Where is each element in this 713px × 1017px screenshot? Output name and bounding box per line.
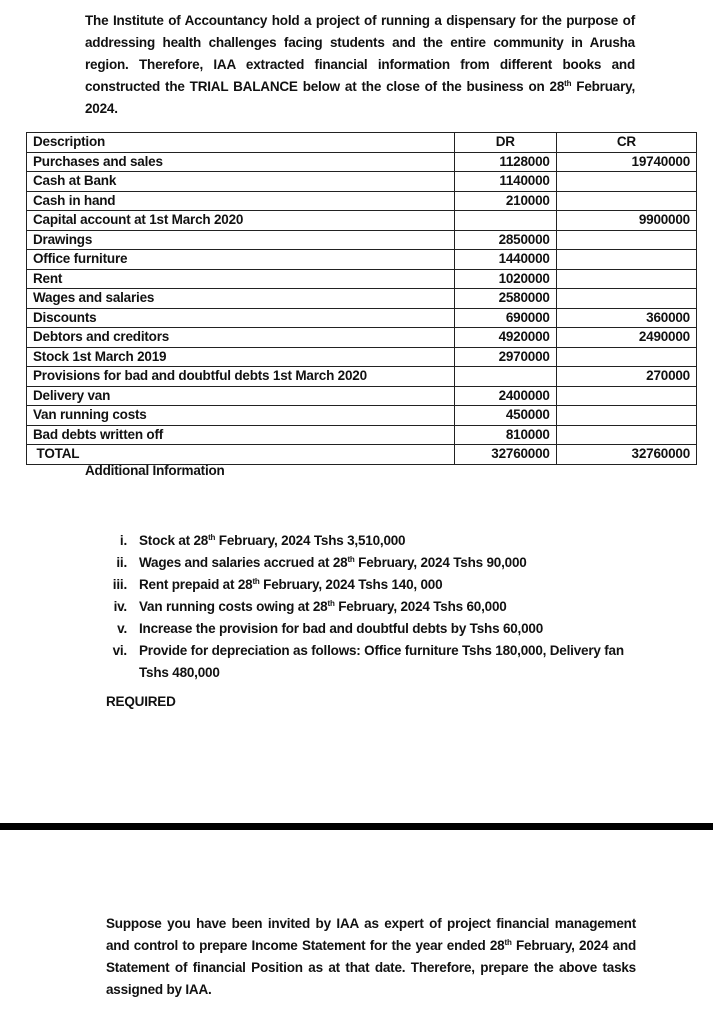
total-row (27, 445, 697, 465)
row-cr: 360000 (556, 308, 696, 328)
row-cr: 2490000 (556, 328, 696, 348)
row-dr (454, 367, 556, 387)
item-text-tail: February, 2024 Tshs 140, 000 (259, 577, 443, 592)
item-text-tail: February, 2024 Tshs 90,000 (354, 555, 527, 570)
item-text: Wages and salaries accrued at 28 (139, 555, 348, 570)
item-superscript: th (327, 599, 335, 608)
additional-notes-list (85, 530, 645, 684)
item-number: i. (119, 533, 127, 548)
row-description: Discounts (27, 308, 455, 328)
row-description: Purchases and sales (27, 152, 455, 172)
item-number: v. (117, 621, 127, 636)
list-item (85, 530, 645, 552)
list-item (85, 640, 645, 684)
row-description: Cash in hand (27, 191, 455, 211)
row-description: Bad debts written off (27, 425, 455, 445)
row-cr (556, 269, 696, 289)
table-row (27, 386, 697, 406)
required-label: REQUIRED (106, 694, 176, 709)
row-dr (454, 211, 556, 231)
row-cr (556, 172, 696, 192)
row-description: Van running costs (27, 406, 455, 426)
row-dr: 810000 (454, 425, 556, 445)
row-dr: 210000 (454, 191, 556, 211)
intro-text-2: February, 2024. (85, 79, 635, 116)
row-dr: 690000 (454, 308, 556, 328)
header-cr: CR (556, 133, 696, 153)
row-dr: 1440000 (454, 250, 556, 270)
table-row (27, 250, 697, 270)
item-text-tail: February, 2024 Tshs 60,000 (334, 599, 507, 614)
table-row (27, 406, 697, 426)
item-superscript: th (347, 555, 355, 564)
row-cr (556, 250, 696, 270)
item-superscript: th (252, 577, 260, 586)
item-text-tail: February, 2024 Tshs 3,510,000 (215, 533, 406, 548)
row-description: Capital account at 1st March 2020 (27, 211, 455, 231)
item-text: Increase the provision for bad and doubtful debts by Tshs 60,000 (139, 621, 544, 636)
total-cr: 32760000 (556, 445, 696, 465)
row-cr (556, 289, 696, 309)
row-cr: 270000 (556, 367, 696, 387)
row-description: Provisions for bad and doubtful debts 1st March 2020 (27, 367, 455, 387)
row-description: Delivery van (27, 386, 455, 406)
row-dr: 1140000 (454, 172, 556, 192)
list-item (85, 596, 645, 618)
item-number: vi. (112, 643, 127, 658)
row-cr (556, 230, 696, 250)
row-description: Stock 1st March 2019 (27, 347, 455, 367)
row-cr: 19740000 (556, 152, 696, 172)
row-dr: 1020000 (454, 269, 556, 289)
table-row (27, 191, 697, 211)
table-row (27, 289, 697, 309)
item-text: Provide for depreciation as follows: Office furniture Tshs 180,000, Delivery fan Tshs 480,000 (139, 643, 624, 680)
row-description: Cash at Bank (27, 172, 455, 192)
table-row (27, 152, 697, 172)
item-number: iv. (113, 599, 127, 614)
list-item (85, 574, 645, 596)
table-row (27, 367, 697, 387)
page-divider (0, 823, 713, 830)
list-item (85, 618, 645, 640)
table-row (27, 328, 697, 348)
table-row (27, 269, 697, 289)
task-paragraph (106, 913, 636, 1001)
intro-superscript: th (564, 79, 572, 88)
header-description: Description (27, 133, 455, 153)
item-superscript: th (208, 533, 216, 542)
row-description: Debtors and creditors (27, 328, 455, 348)
row-dr: 2580000 (454, 289, 556, 309)
row-cr (556, 347, 696, 367)
row-cr (556, 386, 696, 406)
row-description: Wages and salaries (27, 289, 455, 309)
table-row (27, 425, 697, 445)
row-description: Rent (27, 269, 455, 289)
table-row (27, 230, 697, 250)
row-dr: 2970000 (454, 347, 556, 367)
table-row (27, 211, 697, 231)
header-dr: DR (454, 133, 556, 153)
table-row (27, 347, 697, 367)
item-text: Van running costs owing at 28 (139, 599, 328, 614)
task-text-1: Suppose you have been invited by IAA as expert of project financial management and control to prepare Income Statement for the year ended 28 (106, 916, 636, 953)
trial-balance-table (26, 132, 697, 465)
row-description: Drawings (27, 230, 455, 250)
table-row (27, 308, 697, 328)
task-superscript: th (504, 938, 512, 947)
row-cr (556, 425, 696, 445)
task-text-2: February, 2024 and Statement of financial Position as at that date. Therefore, prepare the above tasks assigned by IAA. (106, 938, 636, 997)
item-number: ii. (116, 555, 127, 570)
row-dr: 2850000 (454, 230, 556, 250)
table-header-row (27, 133, 697, 153)
row-dr: 4920000 (454, 328, 556, 348)
row-dr: 450000 (454, 406, 556, 426)
item-text: Stock at 28 (139, 533, 209, 548)
total-dr: 32760000 (454, 445, 556, 465)
intro-text-1: The Institute of Accountancy hold a project of running a dispensary for the purpose of addressing health challenges facing students and the entire community in Arusha region. Therefore, IAA extracted financial information from different books and constructed the TRIAL BALANCE below at the close of the business on 28 (85, 13, 635, 94)
row-dr: 2400000 (454, 386, 556, 406)
table-row (27, 172, 697, 192)
total-label: TOTAL (27, 445, 455, 465)
list-item (85, 552, 645, 574)
row-dr: 1128000 (454, 152, 556, 172)
intro-paragraph (85, 10, 635, 120)
additional-information-heading: Additional Information (85, 463, 225, 478)
item-text: Rent prepaid at 28 (139, 577, 253, 592)
row-cr (556, 191, 696, 211)
item-number: iii. (112, 577, 127, 592)
row-cr: 9900000 (556, 211, 696, 231)
row-cr (556, 406, 696, 426)
row-description: Office furniture (27, 250, 455, 270)
